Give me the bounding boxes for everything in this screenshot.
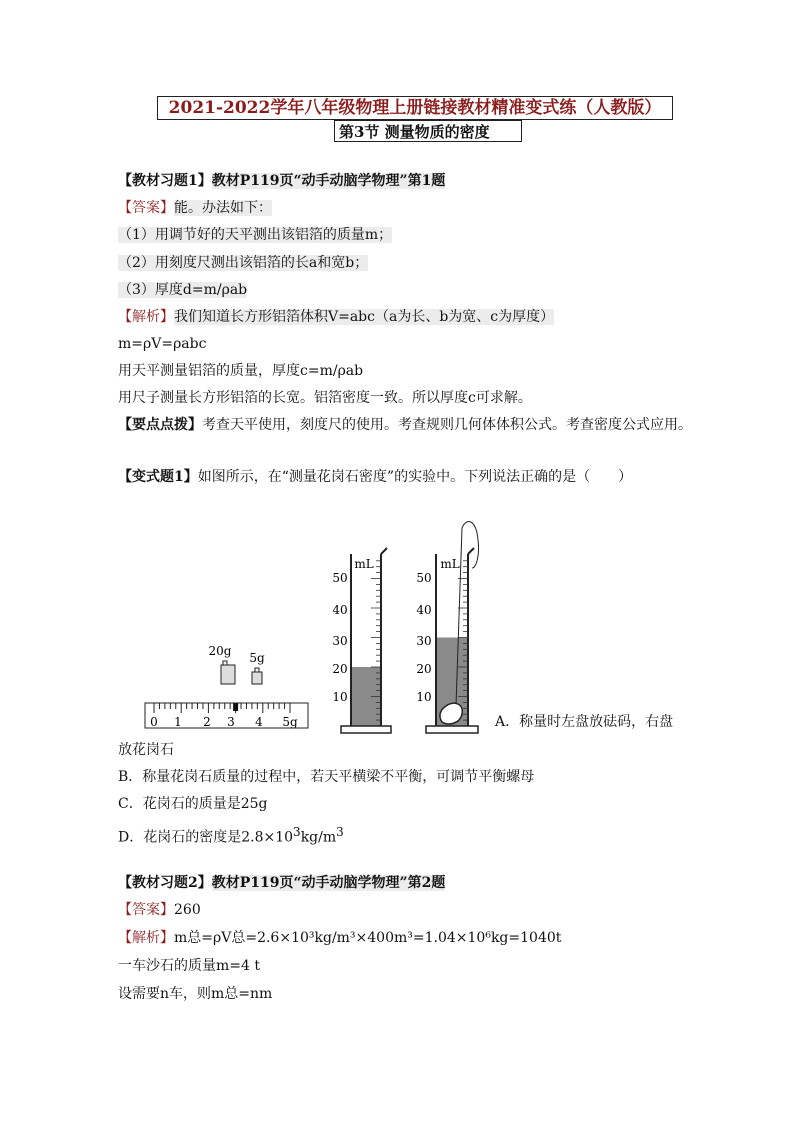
v1-option-a-cont: 放花岗石 <box>118 742 174 758</box>
option-d-unit: kg/m <box>300 829 337 846</box>
answer-text: 能。办法如下： <box>174 200 272 216</box>
scale-label: 20 <box>416 662 432 676</box>
q2-tag: 【教材习题2】 <box>118 875 212 891</box>
q2-line-1: 一车沙石的质量m=4 t <box>118 958 260 974</box>
weight-20g-label: 20g <box>208 644 232 658</box>
ruler-label: 3 <box>227 715 235 729</box>
step-text: （1）用调节好的天平测出该铝箔的质量m； <box>118 227 393 243</box>
keypoint-tag: 【要点点拨】 <box>118 417 202 433</box>
ruler-label: 4 <box>255 715 263 729</box>
cylinder-base <box>341 726 391 733</box>
ruler-label: 0 <box>150 715 158 729</box>
weight-5g-knob <box>255 668 259 672</box>
scale-label: 30 <box>416 634 432 648</box>
section-title: 第3节 测量物质的密度 <box>334 120 522 142</box>
scale-label: 10 <box>332 690 348 704</box>
answer-tag: 【答案】 <box>118 200 174 216</box>
v1-tag: 【变式题1】 <box>118 469 198 485</box>
ruler-label: 1 <box>174 715 182 729</box>
graduated-cylinder-water <box>332 548 391 733</box>
step-text: （3）厚度d=m/ρab <box>118 282 248 298</box>
q1-source: 教材P119页“动手动脑学物理”第1题 <box>211 173 446 189</box>
q1-step-2 <box>118 254 368 272</box>
balance-rider <box>233 703 238 711</box>
graduated-cylinder-with-stone <box>416 522 478 733</box>
q2-source: 教材P119页“动手动脑学物理”第2题 <box>211 875 446 891</box>
q2-line-2: 设需要n车，则m总=nm <box>118 986 273 1002</box>
scale-label: 10 <box>416 690 432 704</box>
q1-header <box>118 172 445 190</box>
scale-label: 40 <box>416 603 432 617</box>
option-d-unit-exponent: 3 <box>336 825 344 839</box>
v1-option-a: A．称量时左盘放砝码，右盘 <box>495 714 674 730</box>
weight-20g <box>221 665 235 684</box>
v1-header <box>118 468 632 486</box>
analysis-text: 我们知道长方形铝箔体积V=abc（a为长、b为宽、c为厚度） <box>174 309 555 325</box>
ruler-label: 2 <box>203 715 211 729</box>
scale-label: 50 <box>416 571 432 585</box>
weight-5g <box>252 672 262 684</box>
q2-answer <box>118 901 201 919</box>
q1-step-1 <box>118 226 392 244</box>
scale-label: 40 <box>332 603 348 617</box>
scale-label: 20 <box>332 662 348 676</box>
q1-answer <box>118 199 272 217</box>
answer-tag: 【答案】 <box>118 902 174 918</box>
q1-line-2: 用天平测量铝箔的质量，厚度c=m/ρab <box>118 363 364 379</box>
v1-option-d <box>118 823 344 847</box>
document-title: 2021-2022学年八年级物理上册链接教材精准变式练（人教版） <box>157 96 673 120</box>
q2-analysis <box>118 929 561 947</box>
answer-text: 260 <box>174 902 201 918</box>
ruler-label: 5g <box>282 715 298 729</box>
step-text: （2）用刻度尺测出该铝箔的长a和宽b； <box>118 255 369 271</box>
option-d-exponent: 3 <box>293 825 301 839</box>
option-d-text: D．花岗石的密度是2.8×10 <box>118 829 294 846</box>
cylinder-base <box>426 726 478 733</box>
weight-5g-label: 5g <box>249 651 265 665</box>
q2-header <box>118 874 445 892</box>
q1-keypoint <box>118 416 692 434</box>
v1-option-c: C．花岗石的质量是25g <box>118 796 268 812</box>
q1-line-3: 用尺子测量长方形铝箔的长宽。铝箔密度一致。所以厚度c可求解。 <box>118 390 532 406</box>
experiment-figure <box>140 510 500 742</box>
analysis-formula: m总=ρV总=2.6×10³kg/m³×400m³=1.04×10⁶kg=1040t <box>174 930 562 946</box>
scale-label: 30 <box>332 634 348 648</box>
q1-tag: 【教材习题1】 <box>118 173 212 189</box>
weight-20g-knob <box>223 661 227 665</box>
v1-option-b: B．称量花岗石质量的过程中，若天平横梁不平衡，可调节平衡螺母 <box>118 769 535 785</box>
analysis-tag: 【解析】 <box>118 930 174 946</box>
q1-step-3 <box>118 281 247 299</box>
q1-line-1: m=ρV=ρabc <box>118 336 207 352</box>
cylinder-unit-label: mL <box>440 557 460 571</box>
v1-stem: 如图所示，在“测量花岗石密度”的实验中。下列说法正确的是（ ） <box>197 469 633 485</box>
cylinder-unit-label: mL <box>354 557 374 571</box>
scale-label: 50 <box>332 571 348 585</box>
keypoint-text: 考查天平使用，刻度尺的使用。考查规则几何体体积公式。考查密度公式应用。 <box>202 417 692 433</box>
q1-analysis <box>118 308 554 326</box>
analysis-tag: 【解析】 <box>118 309 174 325</box>
